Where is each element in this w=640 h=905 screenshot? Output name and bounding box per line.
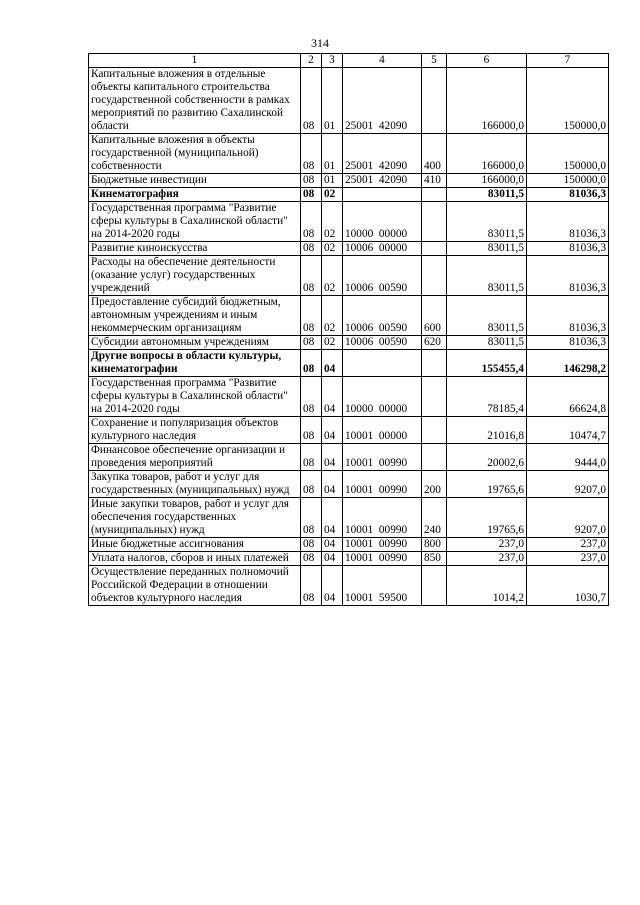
table-row [89,188,609,202]
expense-type-code-cell [422,188,447,202]
expense-type-code-cell [422,256,447,296]
row-name-cell: Расходы на обеспечение деятельности (оказание услуг) государственных учреждений [89,256,301,296]
amount-col6-cell: 237,0 [447,538,527,552]
header-row [89,54,609,68]
section-code-cell: 08 [301,444,322,471]
header-col-7: 7 [527,54,609,68]
amount-col7-cell: 237,0 [527,552,609,566]
amount-col6-cell: 19765,6 [447,498,527,538]
row-name-cell: Капитальные вложения в объекты государственной (муниципальной) собственности [89,134,301,174]
expense-type-code-cell [422,350,447,377]
target-article-code-cell: 10001 00990 [343,552,422,566]
subsection-code-cell: 02 [322,188,343,202]
target-article-code-cell: 10001 00990 [343,498,422,538]
table-row [89,350,609,377]
section-code-cell: 08 [301,498,322,538]
expense-type-code-cell: 400 [422,134,447,174]
section-code-cell: 08 [301,174,322,188]
table-row [89,566,609,606]
section-code-cell: 08 [301,134,322,174]
amount-col7-cell: 66624,8 [527,377,609,417]
subsection-code-cell: 02 [322,242,343,256]
amount-col7-cell: 1030,7 [527,566,609,606]
target-article-code-cell: 10001 00990 [343,471,422,498]
expense-type-code-cell: 620 [422,336,447,350]
row-name-cell: Иные закупки товаров, работ и услуг для обеспечения государственных (муниципальных) нужд [89,498,301,538]
target-article-code-cell: 10000 00000 [343,202,422,242]
row-name-cell: Субсидии автономным учреждениям [89,336,301,350]
target-article-code-cell: 10001 00000 [343,417,422,444]
target-article-code-cell: 10006 00590 [343,256,422,296]
amount-col7-cell: 81036,3 [527,242,609,256]
table-row [89,444,609,471]
header-col-6: 6 [447,54,527,68]
table-row [89,134,609,174]
row-name-cell: Капитальные вложения в отдельные объекты капитального строительства государственной собственности в рамках мероприятий по развитию Сахалинской области [89,68,301,134]
amount-col6-cell: 83011,5 [447,296,527,336]
section-code-cell: 08 [301,336,322,350]
target-article-code-cell: 10006 00590 [343,336,422,350]
target-article-code-cell [343,350,422,377]
subsection-code-cell: 04 [322,417,343,444]
amount-col6-cell: 166000,0 [447,68,527,134]
row-name-cell: Предоставление субсидий бюджетным, автономным учреждениям и иным некоммерческим организациям [89,296,301,336]
expense-type-code-cell [422,377,447,417]
section-code-cell: 08 [301,256,322,296]
section-code-cell: 08 [301,538,322,552]
section-code-cell: 08 [301,242,322,256]
row-name-cell: Иные бюджетные ассигнования [89,538,301,552]
target-article-code-cell: 10006 00000 [343,242,422,256]
amount-col6-cell: 78185,4 [447,377,527,417]
expense-type-code-cell [422,417,447,444]
table-row [89,552,609,566]
section-code-cell: 08 [301,417,322,444]
amount-col6-cell: 83011,5 [447,256,527,296]
amount-col6-cell: 83011,5 [447,242,527,256]
table-row [89,336,609,350]
subsection-code-cell: 01 [322,134,343,174]
amount-col6-cell: 20002,6 [447,444,527,471]
amount-col7-cell: 81036,3 [527,296,609,336]
table-body [89,68,609,606]
subsection-code-cell: 02 [322,336,343,350]
expense-type-code-cell: 800 [422,538,447,552]
expense-type-code-cell: 410 [422,174,447,188]
amount-col6-cell: 237,0 [447,552,527,566]
header-col-5: 5 [422,54,447,68]
table-header [89,54,609,68]
amount-col6-cell: 155455,4 [447,350,527,377]
table-row [89,471,609,498]
row-name-cell: Закупка товаров, работ и услуг для государственных (муниципальных) нужд [89,471,301,498]
target-article-code-cell [343,188,422,202]
target-article-code-cell: 25001 42090 [343,134,422,174]
section-code-cell: 08 [301,377,322,417]
subsection-code-cell: 01 [322,174,343,188]
table-row [89,68,609,134]
subsection-code-cell: 04 [322,471,343,498]
amount-col6-cell: 1014,2 [447,566,527,606]
expense-type-code-cell: 240 [422,498,447,538]
amount-col7-cell: 9207,0 [527,471,609,498]
section-code-cell: 08 [301,188,322,202]
header-col-3: 3 [322,54,343,68]
expense-type-code-cell: 200 [422,471,447,498]
row-name-cell: Сохранение и популяризация объектов культурного наследия [89,417,301,444]
target-article-code-cell: 25001 42090 [343,68,422,134]
table-row [89,417,609,444]
table-row [89,202,609,242]
row-name-cell: Развитие киноискусства [89,242,301,256]
row-name-cell: Государственная программа "Развитие сферы культуры в Сахалинской области" на 2014-2020 годы [89,202,301,242]
amount-col7-cell: 81036,3 [527,256,609,296]
row-name-cell: Другие вопросы в области культуры, кинематографии [89,350,301,377]
row-name-cell: Осуществление переданных полномочий Российской Федерации в отношении объектов культурного наследия [89,566,301,606]
amount-col6-cell: 83011,5 [447,188,527,202]
subsection-code-cell: 04 [322,444,343,471]
target-article-code-cell: 25001 42090 [343,174,422,188]
amount-col7-cell: 81036,3 [527,188,609,202]
header-col-1: 1 [89,54,301,68]
subsection-code-cell: 04 [322,566,343,606]
section-code-cell: 08 [301,471,322,498]
subsection-code-cell: 04 [322,350,343,377]
section-code-cell: 08 [301,566,322,606]
row-name-cell: Бюджетные инвестиции [89,174,301,188]
target-article-code-cell: 10001 00990 [343,538,422,552]
subsection-code-cell: 02 [322,256,343,296]
row-name-cell: Уплата налогов, сборов и иных платежей [89,552,301,566]
page-number: 314 [311,36,329,50]
table-row [89,498,609,538]
section-code-cell: 08 [301,202,322,242]
amount-col6-cell: 166000,0 [447,174,527,188]
row-name-cell: Государственная программа "Развитие сферы культуры в Сахалинской области" на 2014-2020 годы [89,377,301,417]
amount-col7-cell: 9207,0 [527,498,609,538]
section-code-cell: 08 [301,68,322,134]
amount-col7-cell: 81036,3 [527,202,609,242]
subsection-code-cell: 02 [322,202,343,242]
section-code-cell: 08 [301,296,322,336]
amount-col7-cell: 237,0 [527,538,609,552]
subsection-code-cell: 02 [322,296,343,336]
budget-table [88,53,609,606]
amount-col7-cell: 150000,0 [527,68,609,134]
target-article-code-cell: 10006 00590 [343,296,422,336]
section-code-cell: 08 [301,350,322,377]
expense-type-code-cell [422,242,447,256]
amount-col6-cell: 21016,8 [447,417,527,444]
table-row [89,377,609,417]
row-name-cell: Кинематография [89,188,301,202]
expense-type-code-cell [422,444,447,471]
subsection-code-cell: 04 [322,538,343,552]
target-article-code-cell: 10001 59500 [343,566,422,606]
header-col-2: 2 [301,54,322,68]
table-row [89,174,609,188]
table-row [89,256,609,296]
section-code-cell: 08 [301,552,322,566]
target-article-code-cell: 10000 00000 [343,377,422,417]
target-article-code-cell: 10001 00990 [343,444,422,471]
subsection-code-cell: 04 [322,498,343,538]
table-row [89,538,609,552]
subsection-code-cell: 04 [322,377,343,417]
amount-col6-cell: 19765,6 [447,471,527,498]
expense-type-code-cell [422,68,447,134]
amount-col7-cell: 81036,3 [527,336,609,350]
amount-col6-cell: 83011,5 [447,202,527,242]
amount-col6-cell: 83011,5 [447,336,527,350]
amount-col7-cell: 150000,0 [527,134,609,174]
amount-col7-cell: 9444,0 [527,444,609,471]
amount-col7-cell: 146298,2 [527,350,609,377]
expense-type-code-cell [422,566,447,606]
amount-col7-cell: 150000,0 [527,174,609,188]
row-name-cell: Финансовое обеспечение организации и проведения мероприятий [89,444,301,471]
header-col-4: 4 [343,54,422,68]
amount-col7-cell: 10474,7 [527,417,609,444]
table-row [89,242,609,256]
subsection-code-cell: 01 [322,68,343,134]
table-row [89,296,609,336]
amount-col6-cell: 166000,0 [447,134,527,174]
expense-type-code-cell: 850 [422,552,447,566]
expense-type-code-cell: 600 [422,296,447,336]
expense-type-code-cell [422,202,447,242]
subsection-code-cell: 04 [322,552,343,566]
